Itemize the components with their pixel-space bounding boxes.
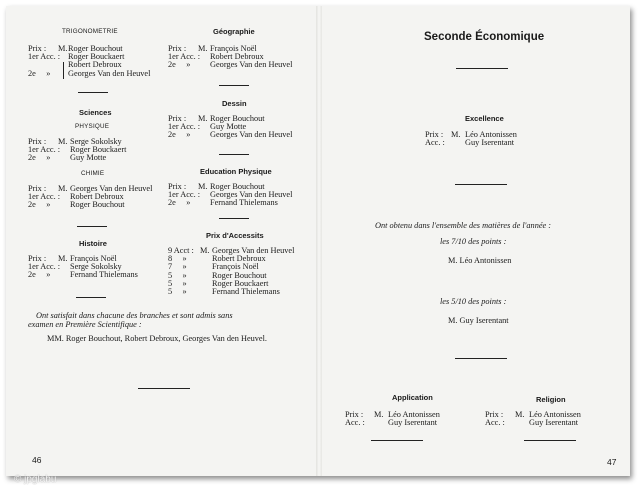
recipient-name: Guy Iserentant [465,138,515,148]
recipient-name: Georges Van den Heuvel [210,190,293,200]
award-label: Acc. : [345,418,365,428]
award-label: 1er Acc. : [168,52,201,62]
subheading-chimie: CHIMIE [81,170,105,177]
divider [219,85,249,86]
recipient-name: Robert Debroux [210,52,264,62]
award-label: 9 Acct : [168,246,194,255]
heading-prix-accessits: Prix d'Accessits [206,231,264,240]
heading-excellence: Excellence [465,114,504,123]
recipient-name: Georges Van den Heuvel [70,184,153,193]
award-label: Prix : [425,130,444,139]
heading-dessin: Dessin [222,99,247,108]
recipient-name: Roger Bouckaert [68,52,125,62]
award-label: Prix : [485,410,504,419]
recipient-name: Roger Bouckaert [70,145,127,155]
award-label: 2e » [28,270,51,280]
award-label: 2e » [168,130,191,140]
award-label: 2e » [28,68,51,78]
divider [77,226,107,227]
divider [371,440,423,441]
heading-religion: Religion [536,395,566,404]
award-label: 1er Acc. : [28,262,61,272]
seven-tenths-label: les 7/10 des points : [440,237,507,246]
admitted-names: MM. Roger Bouchout, Robert Debroux, Georges Van den Heuvel. [47,334,267,343]
recipient-name: Roger Bouchout [210,114,265,123]
recipient-name: François Noël [212,262,259,272]
recipient-name: Georges Van den Heuvel [210,60,293,70]
recipient-name: Fernand Thielemans [210,198,278,208]
recipient-name: Fernand Thielemans [212,287,280,296]
divider [456,68,508,69]
award-label: Prix : [168,44,187,53]
award-label: 2e » [28,200,51,210]
award-label: Prix : [28,184,47,193]
award-label: Prix : [345,410,364,419]
note-line-1: Ont satisfait dans chacune des branches et sont admis sans [36,311,233,320]
watermark: © jpglabu [14,474,57,485]
recipient-name: Guy Motte [70,153,107,163]
recipient-name: Léo Antonissen [465,130,517,139]
title-prefix: M. [58,44,68,53]
heading-education-physique: Education Physique [200,167,272,176]
recipient-name: Serge Sokolsky [70,262,122,272]
award-label: Acc. : [485,418,505,428]
award-label: Prix : [28,137,47,146]
recipient-name: Georges Van den Heuvel [212,246,295,255]
heading-application: Application [392,393,433,402]
title-prefix: M. [200,246,210,255]
recipient-name: Georges Van den Heuvel [210,130,293,140]
award-label: Prix : [28,44,47,53]
award-label: 8 » [168,254,187,264]
recipient-name: Serge Sokolsky [70,137,122,146]
title-prefix: M. [451,130,461,139]
award-label: 2e » [28,153,51,163]
heading-histoire: Histoire [79,239,107,248]
recipient-name: Fernand Thielemans [70,270,138,280]
title-prefix: M. [198,182,208,191]
award-label: 2e » [168,198,191,208]
award-label: Prix : [168,182,187,191]
heading-sciences: Sciences [79,108,112,117]
recipient-name: François Noël [70,254,117,263]
recipient-name: Guy Iserentant [529,418,579,428]
divider [78,92,108,93]
award-label: Acc. : [425,138,445,148]
recipient-name: Roger Bouchout [70,200,125,210]
title-prefix: M. [198,114,208,123]
note-line-2: examen en Première Scientifique : [28,320,142,329]
page-number-left: 46 [32,455,42,465]
seven-tenths-name: M. Léo Antonissen [448,256,512,265]
divider [76,297,106,298]
award-label: 1er Acc. : [28,145,61,155]
heading-geographie: Géographie [213,27,255,36]
title-prefix: M. [58,137,68,146]
recipient-name: Guy Motte [210,122,247,132]
divider [219,218,249,219]
recipient-name: Robert Debroux [68,60,122,70]
heading-trigonometrie: TRIGONOMETRIE [62,28,118,35]
divider [455,184,507,185]
award-label: 7 » [168,262,187,272]
recipient-name: Robert Debroux [212,254,266,264]
title-prefix: M. [515,410,525,419]
award-label: 1er Acc. : [28,192,61,202]
page-number-right: 47 [607,457,617,467]
recipient-name: Léo Antonissen [529,410,581,419]
recipient-name: Léo Antonissen [388,410,440,419]
book-gutter [316,6,322,476]
recipient-name: Roger Bouchout [68,44,123,53]
award-label: 5 » [168,278,187,288]
recipient-name: François Noël [210,44,257,53]
ensemble-intro: Ont obtenu dans l'ensemble des matières de l'année : [375,221,552,230]
recipient-name: Guy Iserentant [388,418,438,428]
award-label: Prix : [28,254,47,263]
award-label: 1er Acc. : [168,122,201,132]
title-prefix: M. [58,184,68,193]
recipient-name: Roger Bouchout [210,182,265,191]
recipient-name: Roger Bouckaert [212,278,269,288]
divider [524,440,576,441]
page-title: Seconde Économique [424,31,545,43]
recipient-name: Georges Van den Heuvel [68,68,151,78]
five-tenths-name: M. Guy Iserentant [448,316,509,325]
recipient-name: Robert Debroux [70,192,124,202]
recipient-name: Roger Bouchout [212,270,267,280]
award-label: 2e » [168,60,191,70]
title-prefix: M. [58,254,68,263]
five-tenths-label: les 5/10 des points : [440,297,507,306]
award-label: 1er Acc. : [28,52,61,62]
award-label: 1er Acc. : [168,190,201,200]
title-prefix: M. [374,410,384,419]
divider [219,154,249,155]
award-label: 5 » [168,270,187,280]
title-prefix: M. [198,44,208,53]
divider [455,358,507,359]
award-label: 5 » [168,287,187,296]
award-label: Prix : [168,114,187,123]
divider [138,388,190,389]
subheading-physique: PHYSIQUE [75,123,110,130]
